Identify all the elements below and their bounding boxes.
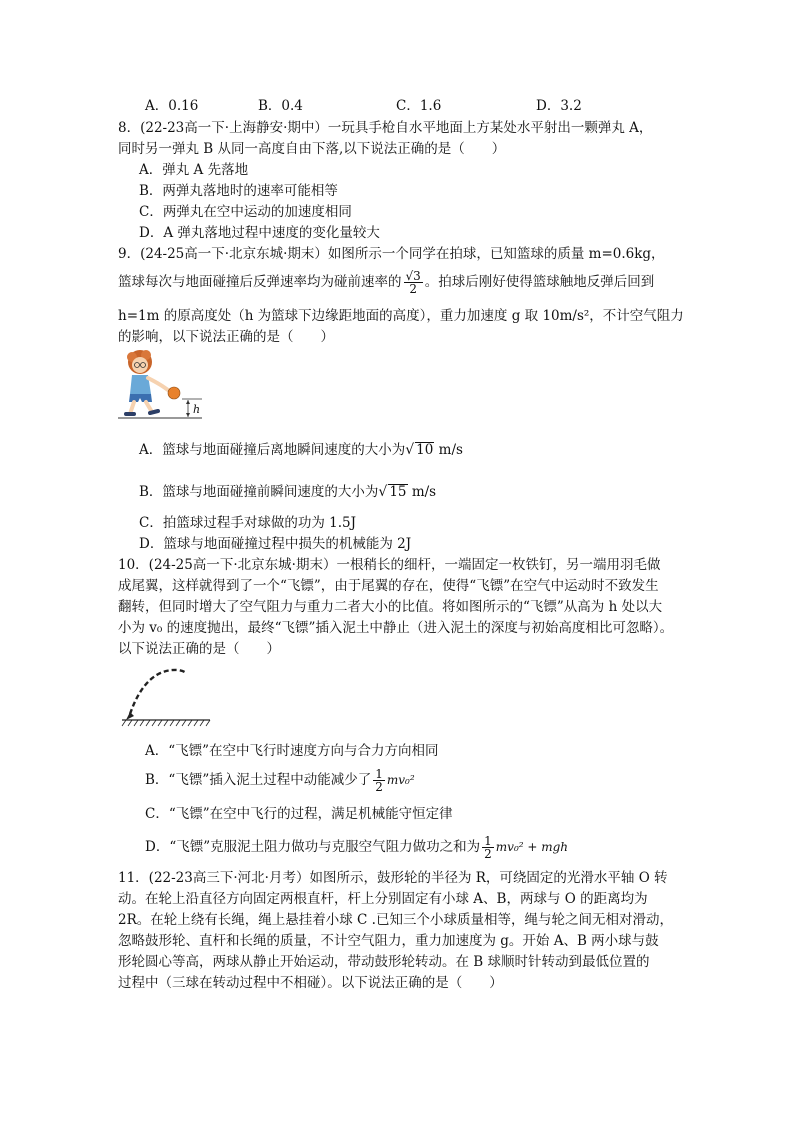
q10-option-d-numerator: 1	[484, 834, 492, 848]
q9-option-a-text: A．篮球与地面碰撞后离地瞬间速度的大小为	[139, 442, 406, 458]
q10-option-c: C．“飞镖”在空中飞行的过程，满足机械能守恒定律	[145, 806, 453, 822]
q8-option-b: B．两弹丸落地时的速率可能相等	[139, 183, 338, 199]
q9-option-a-unit: m/s	[434, 442, 463, 458]
q9-stem-line1: 9．(24-25高一下·北京东城·期末）如图所示一个同学在拍球，已知篮球的质量 m=0.6kg，	[118, 246, 665, 262]
q9-ratio-fraction	[404, 270, 423, 295]
q11-stem-line2: 动。在轮上沿直径方向固定两根直杆，杆上分别固定有小球 A、B，两球与 O 的距离均为	[118, 891, 648, 907]
q10-stem-line4: 小为 v₀ 的速度抛出，最终“飞镖”插入泥土中静止（进入泥土的深度与初始高度相比可忽略）。	[118, 620, 674, 636]
q9-stem-line4: 的影响，以下说法正确的是（ ）	[118, 329, 334, 345]
q9-option-b-text: B．篮球与地面碰撞前瞬间速度的大小为	[139, 484, 379, 500]
q9-option-c: C．拍篮球过程手对球做的功为 1.5J	[139, 515, 357, 531]
q7-option-b: B．0.4	[258, 98, 303, 114]
q9-stem-line2-a: 篮球每次与地面碰撞后反弹速率均为碰前速率的	[118, 274, 402, 290]
q10-option-b-numerator: 1	[375, 767, 383, 781]
q10-option-d-expression: mv₀² + mgh	[495, 840, 569, 854]
q10-option-b	[145, 766, 415, 794]
q8-option-c: C．两弹丸在空中运动的加速度相同	[139, 204, 352, 220]
radical-icon: √	[378, 484, 388, 500]
q7-option-a: A．0.16	[145, 98, 199, 114]
q10-option-b-expression: mv₀²	[386, 773, 415, 787]
q10-option-b-fraction	[373, 768, 385, 793]
q10-option-a: A．“飞镖”在空中飞行时速度方向与合力方向相同	[145, 743, 439, 759]
q10-option-d-fraction	[482, 835, 494, 860]
q10-stem-line1: 10．(24-25高一下·北京东城·期末）一根稍长的细杆，一端固定一枚铁钉，另一端用羽毛做	[118, 557, 661, 573]
q10-option-d	[145, 833, 568, 861]
q9-ratio-denominator: 2	[409, 282, 417, 296]
q8-stem-line2: 同时另一弹丸 B 从同一高度自由下落,以下说法正确的是（ ）	[118, 141, 506, 157]
q9-option-b-radicand: 15	[389, 484, 407, 500]
q10-option-d-text: D．“飞镖”克服泥土阻力做功与克服空气阻力做功之和为	[145, 839, 481, 855]
q9-h-label: h	[193, 403, 201, 416]
q9-option-b-unit: m/s	[407, 484, 437, 500]
q10-option-d-denominator: 2	[484, 847, 492, 861]
q7-option-c: C．1.6	[396, 98, 442, 114]
q10-stem-line2: 成尾翼，这样就得到了一个“飞镖”，由于尾翼的存在，使得“飞镖”在空气中运动时不致发生	[118, 578, 659, 594]
q11-stem-line1: 11．(22-23高三下·河北·月考）如图所示，鼓形轮的半径为 R，可绕固定的光滑水平轴 O 转	[118, 870, 668, 886]
q9-stem-line2	[118, 268, 654, 296]
q7-option-d: D．3.2	[536, 98, 582, 114]
q9-option-a	[139, 440, 463, 460]
q10-stem-line3: 翻转，但同时增大了空气阻力与重力二者大小的比值。将如图所示的“飞镖”从高为 h 处以大	[118, 599, 663, 615]
q9-stem-line3: h=1m 的原高度处（h 为篮球下边缘距地面的高度），重力加速度 g 取 10m/s²，不计空气阻力	[118, 308, 684, 324]
q8-stem-line1: 8．(22-23高一下·上海静安·期中）一玩具手枪自水平地面上方某处水平射出一颗弹丸 A，	[118, 120, 653, 136]
q11-stem-line6: 过程中（三球在转动过程中不相碰）。以下说法正确的是（ ）	[118, 975, 503, 991]
q10-option-b-denominator: 2	[375, 780, 383, 794]
q8-option-a: A．弹丸 A 先落地	[139, 162, 249, 178]
q9-option-b	[139, 482, 436, 502]
q9-option-a-radicand: 10	[416, 442, 434, 458]
q10-option-b-text: B．“飞镖”插入泥土过程中动能减少了	[145, 772, 372, 788]
q11-stem-line3: 2R。在轮上绕有长绳，绳上悬挂着小球 C .已知三个小球质量相等，绳与轮之间无相对滑动，	[118, 912, 673, 928]
q11-stem-line5: 形轮圆心等高，两球从静止开始运动，带动鼓形轮转动。在 B 球顺时针转动到最低位置的	[118, 954, 650, 970]
q9-stem-line2-b: 。拍球后刚好使得篮球触地反弹后回到	[424, 274, 655, 290]
q10-dart-trajectory-figure	[118, 662, 213, 730]
q11-stem-line4: 忽略鼓形轮、直杆和长绳的质量，不计空气阻力，重力加速度为 g。开始 A、B 两小球与鼓	[118, 933, 659, 949]
q8-option-d: D．A 弹丸落地过程中速度的变化量较大	[139, 225, 380, 241]
q9-ratio-numerator: √3	[405, 269, 421, 283]
q9-option-d: D．篮球与地面碰撞过程中损失的机械能为 2J	[139, 536, 412, 552]
q10-stem-line5: 以下说法正确的是（ ）	[118, 641, 280, 657]
radical-icon: √	[405, 442, 415, 458]
